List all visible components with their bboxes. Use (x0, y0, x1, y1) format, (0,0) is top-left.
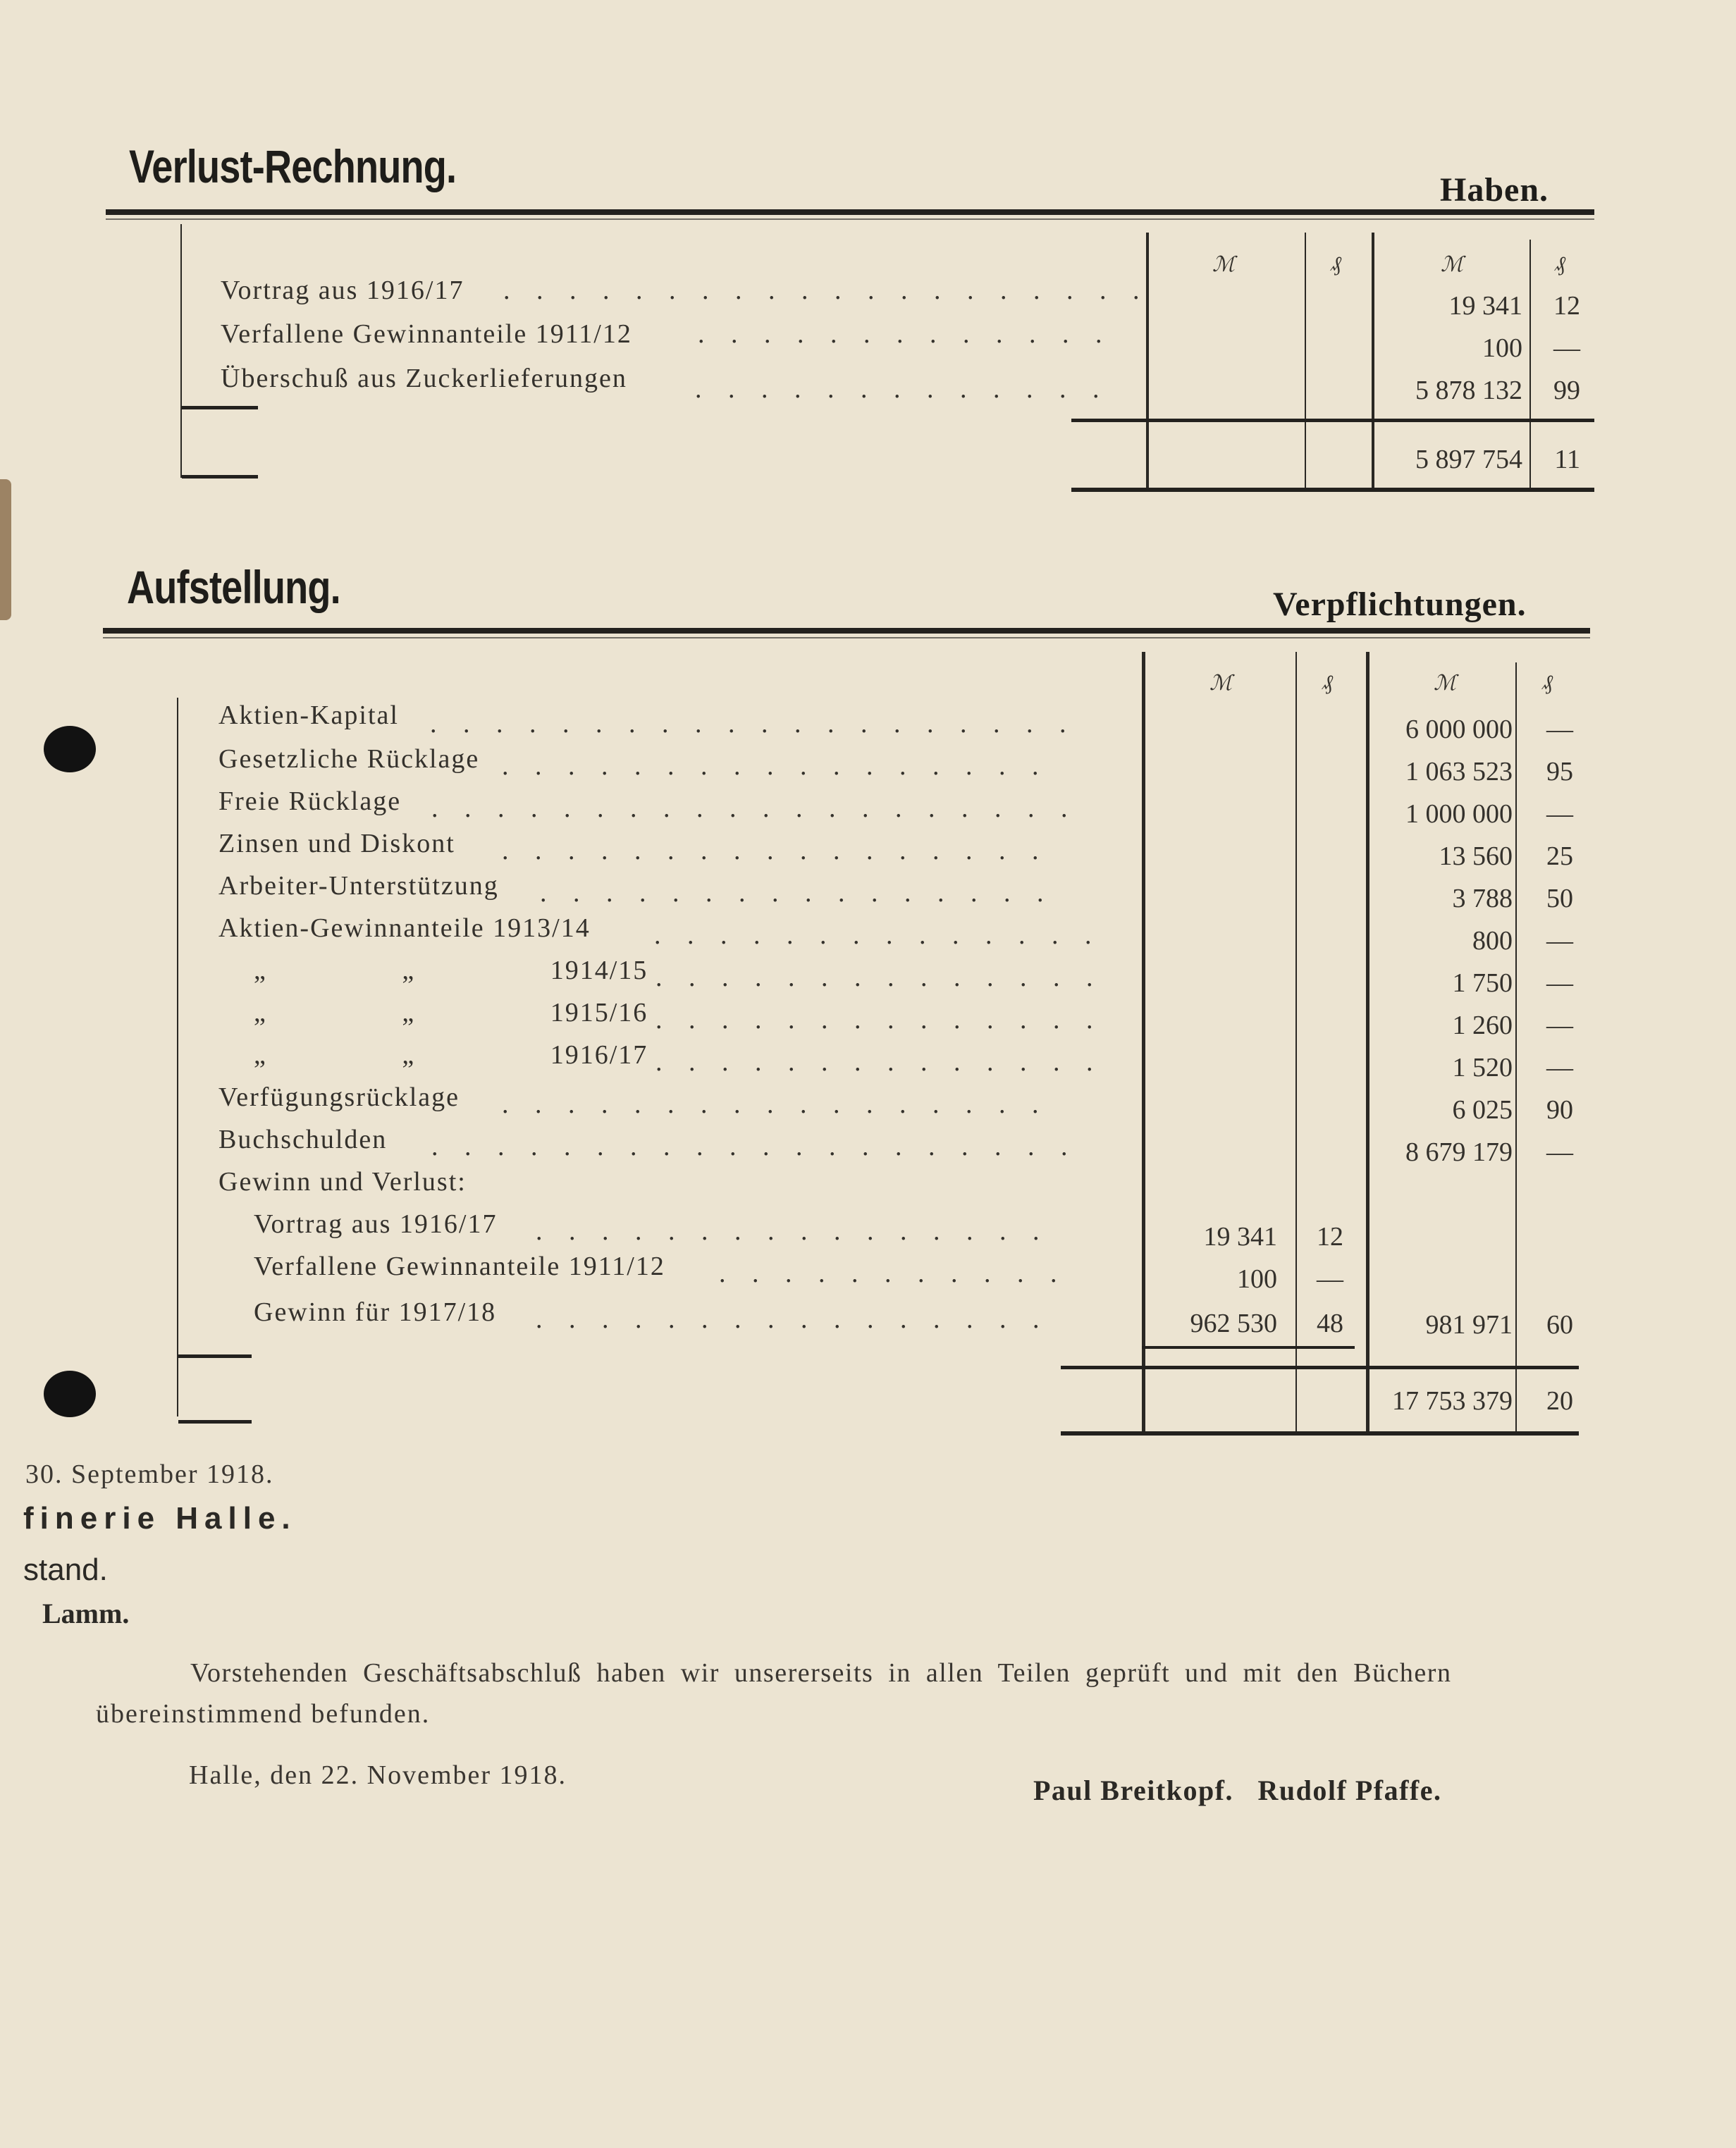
aufstellung-row-label: Zinsen und Diskont (218, 829, 455, 858)
certification-place-date: Halle, den 22. November 1918. (189, 1760, 567, 1790)
aufstellung-row-mark: 1 750 (1452, 968, 1513, 998)
verlust-row-leader: . . . . . . . . . . . . . (698, 319, 1112, 349)
aufstellung-row-leader: . . . . . . . . . . . . . . . . . . . . (431, 794, 1078, 823)
aufstellung-row-mark: 8 679 179 (1405, 1137, 1513, 1167)
fragment-name: Lamm. (42, 1598, 130, 1629)
binding-stain (0, 479, 11, 620)
verlust-col-div-1 (1146, 233, 1149, 488)
aufstellung-row-label: Arbeiter-Unterstützung (218, 871, 499, 901)
aufstellung-row-sub-pf: 12 (1317, 1222, 1343, 1252)
aufstellung-row-label: Verfallene Gewinnanteile 1911/12 (254, 1252, 665, 1281)
aufstellung-side-heading: Verpflichtungen. (1273, 586, 1527, 623)
verlust-row-label: Vortrag aus 1916/17 (221, 276, 464, 305)
aufstellung-sub-sum-rule (1142, 1346, 1355, 1349)
certification-text-line-2: übereinstimmend befunden. (96, 1699, 431, 1729)
verlust-top-rule-thin (106, 218, 1594, 220)
aufstellung-top-rule (103, 628, 1590, 634)
punch-hole-bottom (44, 1371, 96, 1417)
verlust-row-pf: — (1553, 333, 1580, 363)
aufstellung-row-leader: . . . . . . . . . . . . . . (655, 1005, 1103, 1035)
aufstellung-row-sub-mark: 19 341 (1203, 1222, 1277, 1252)
aufstellung-row-label: Gewinn und Verlust: (218, 1167, 467, 1197)
aufstellung-row-label: „ „ 1916/17 (254, 1040, 648, 1070)
certification-signatures: Paul Breitkopf. Rudolf Pfaffe. (1033, 1774, 1442, 1806)
aufstellung-row-pf: 60 (1546, 1310, 1573, 1340)
verlust-row-label: Überschuß aus Zuckerlieferungen (221, 364, 627, 393)
aufstellung-row-mark: 13 560 (1439, 841, 1513, 871)
aufstellung-row-mark: 1 063 523 (1405, 757, 1513, 786)
aufstellung-row-leader: . . . . . . . . . . . . . . . . . (502, 836, 1049, 865)
aufstellung-row-mark: 1 520 (1452, 1053, 1513, 1082)
verlust-col-div-2 (1305, 233, 1306, 488)
aufstellung-row-leader: . . . . . . . . . . . . . . (655, 1047, 1103, 1077)
verlust-short-rule-2 (182, 475, 258, 479)
aufstellung-left-border (177, 698, 178, 1416)
aufstellung-row-sub-pf: — (1317, 1264, 1343, 1294)
verlust-top-rule (106, 209, 1594, 215)
aufstellung-col-div-3 (1366, 652, 1369, 1434)
verlust-mark-header-2: ℳ (1441, 253, 1464, 276)
aufstellung-row-mark: 6 025 (1452, 1095, 1513, 1125)
aufstellung-row-pf: 95 (1546, 757, 1573, 786)
aufstellung-row-leader: . . . . . . . . . . . . . . . . (536, 1304, 1049, 1334)
aufstellung-row-label: Aktien-Kapital (218, 700, 399, 730)
aufstellung-row-mark: 3 788 (1452, 884, 1513, 913)
verlust-row-leader: . . . . . . . . . . . . . (695, 374, 1109, 404)
aufstellung-row-pf: — (1546, 1053, 1573, 1082)
aufstellung-row-label: Buchschulden (218, 1125, 388, 1154)
aufstellung-short-rule (178, 1354, 252, 1358)
aufstellung-row-label: Aktien-Gewinnanteile 1913/14 (218, 913, 591, 943)
fragment-date: 30. September 1918. (25, 1459, 274, 1489)
aufstellung-row-leader: . . . . . . . . . . . . . . . . (536, 1216, 1049, 1246)
verlust-title: Verlust-Rechnung. (129, 140, 457, 192)
aufstellung-row-label: Freie Rücklage (218, 786, 402, 816)
aufstellung-row-label: Gewinn für 1917/18 (254, 1297, 497, 1327)
verlust-side-heading: Haben. (1440, 171, 1549, 209)
verlust-col-div-3 (1372, 233, 1374, 488)
aufstellung-row-pf: — (1546, 926, 1573, 956)
aufstellung-short-rule-2 (178, 1420, 252, 1424)
verlust-mark-header-1: ℳ (1212, 253, 1236, 276)
aufstellung-row-pf: 90 (1546, 1095, 1573, 1125)
verlust-row-mark: 5 878 132 (1415, 376, 1522, 405)
aufstellung-col-div-4 (1515, 662, 1517, 1434)
verlust-row-pf: 12 (1553, 291, 1580, 321)
verlust-total-mark: 5 897 754 (1415, 445, 1522, 474)
verlust-row-leader: . . . . . . . . . . . . . . . . . . . . (503, 276, 1150, 305)
aufstellung-row-mark: 800 (1472, 926, 1513, 956)
aufstellung-row-mark: 6 000 000 (1405, 715, 1513, 744)
aufstellung-pf-header-1: ₰ (1322, 671, 1333, 694)
aufstellung-row-pf: — (1546, 1011, 1573, 1040)
aufstellung-row-mark: 981 971 (1425, 1310, 1513, 1340)
aufstellung-row-label: Verfügungsrücklage (218, 1082, 460, 1112)
aufstellung-bottom-rule (1061, 1431, 1579, 1436)
aufstellung-row-mark: 1 260 (1452, 1011, 1513, 1040)
aufstellung-mark-header-2: ℳ (1434, 672, 1457, 695)
aufstellung-row-leader: . . . . . . . . . . . . . . (655, 963, 1103, 992)
verlust-pf-header-1: ₰ (1331, 252, 1341, 276)
aufstellung-sum-rule (1061, 1366, 1579, 1369)
aufstellung-row-label: Vortrag aus 1916/17 (254, 1209, 498, 1239)
aufstellung-row-pf: — (1546, 1137, 1573, 1167)
aufstellung-row-sub-mark: 100 (1237, 1264, 1277, 1294)
aufstellung-row-sub-mark: 962 530 (1190, 1309, 1277, 1338)
aufstellung-pf-header-2: ₰ (1542, 671, 1553, 694)
verlust-row-mark: 19 341 (1448, 291, 1522, 321)
aufstellung-row-pf: — (1546, 715, 1573, 744)
aufstellung-row-mark: 1 000 000 (1405, 799, 1513, 829)
aufstellung-row-pf: — (1546, 799, 1573, 829)
aufstellung-row-pf: 25 (1546, 841, 1573, 871)
aufstellung-row-leader: . . . . . . . . . . . (719, 1259, 1067, 1288)
aufstellung-col-div-1 (1142, 652, 1145, 1434)
verlust-sum-rule (1071, 419, 1594, 422)
aufstellung-col-div-2 (1295, 652, 1297, 1434)
verlust-pf-header-2: ₰ (1555, 252, 1565, 276)
verlust-row-pf: 99 (1553, 376, 1580, 405)
aufstellung-row-leader: . . . . . . . . . . . . . . . . . (502, 751, 1049, 781)
aufstellung-title: Aufstellung. (127, 561, 340, 613)
verlust-row-label: Verfallene Gewinnanteile 1911/12 (221, 319, 632, 349)
aufstellung-total-pf: 20 (1546, 1386, 1573, 1416)
verlust-short-rule (182, 406, 258, 409)
aufstellung-total-mark: 17 753 379 (1392, 1386, 1513, 1416)
certification-text-line-1: Vorstehenden Geschäftsabschluß haben wir unsererseits in allen Teilen geprüft und mit den Büchern (190, 1658, 1452, 1688)
aufstellung-row-label: Gesetzliche Rücklage (218, 744, 480, 774)
aufstellung-row-leader: . . . . . . . . . . . . . . (654, 920, 1102, 950)
aufstellung-row-label: „ „ 1914/15 (254, 956, 648, 985)
verlust-row-mark: 100 (1482, 333, 1522, 363)
fragment-company: finerie Halle. (23, 1501, 297, 1536)
aufstellung-row-pf: 50 (1546, 884, 1573, 913)
verlust-bottom-rule (1071, 488, 1594, 492)
aufstellung-row-leader: . . . . . . . . . . . . . . . . . (502, 1090, 1049, 1119)
aufstellung-top-rule-thin (103, 637, 1590, 638)
aufstellung-row-sub-pf: 48 (1317, 1309, 1343, 1338)
verlust-total-pf: 11 (1554, 445, 1580, 474)
verlust-left-border (180, 224, 182, 478)
punch-hole-top (44, 726, 96, 772)
aufstellung-row-leader: . . . . . . . . . . . . . . . . (540, 878, 1054, 908)
aufstellung-row-leader: . . . . . . . . . . . . . . . . . . . . (430, 709, 1076, 739)
aufstellung-row-pf: — (1546, 968, 1573, 998)
aufstellung-row-label: „ „ 1915/16 (254, 998, 648, 1027)
verlust-col-div-4 (1529, 240, 1531, 488)
aufstellung-row-leader: . . . . . . . . . . . . . . . . . . . . (431, 1132, 1078, 1161)
aufstellung-mark-header-1: ℳ (1209, 672, 1233, 695)
fragment-stand: stand. (23, 1553, 108, 1587)
